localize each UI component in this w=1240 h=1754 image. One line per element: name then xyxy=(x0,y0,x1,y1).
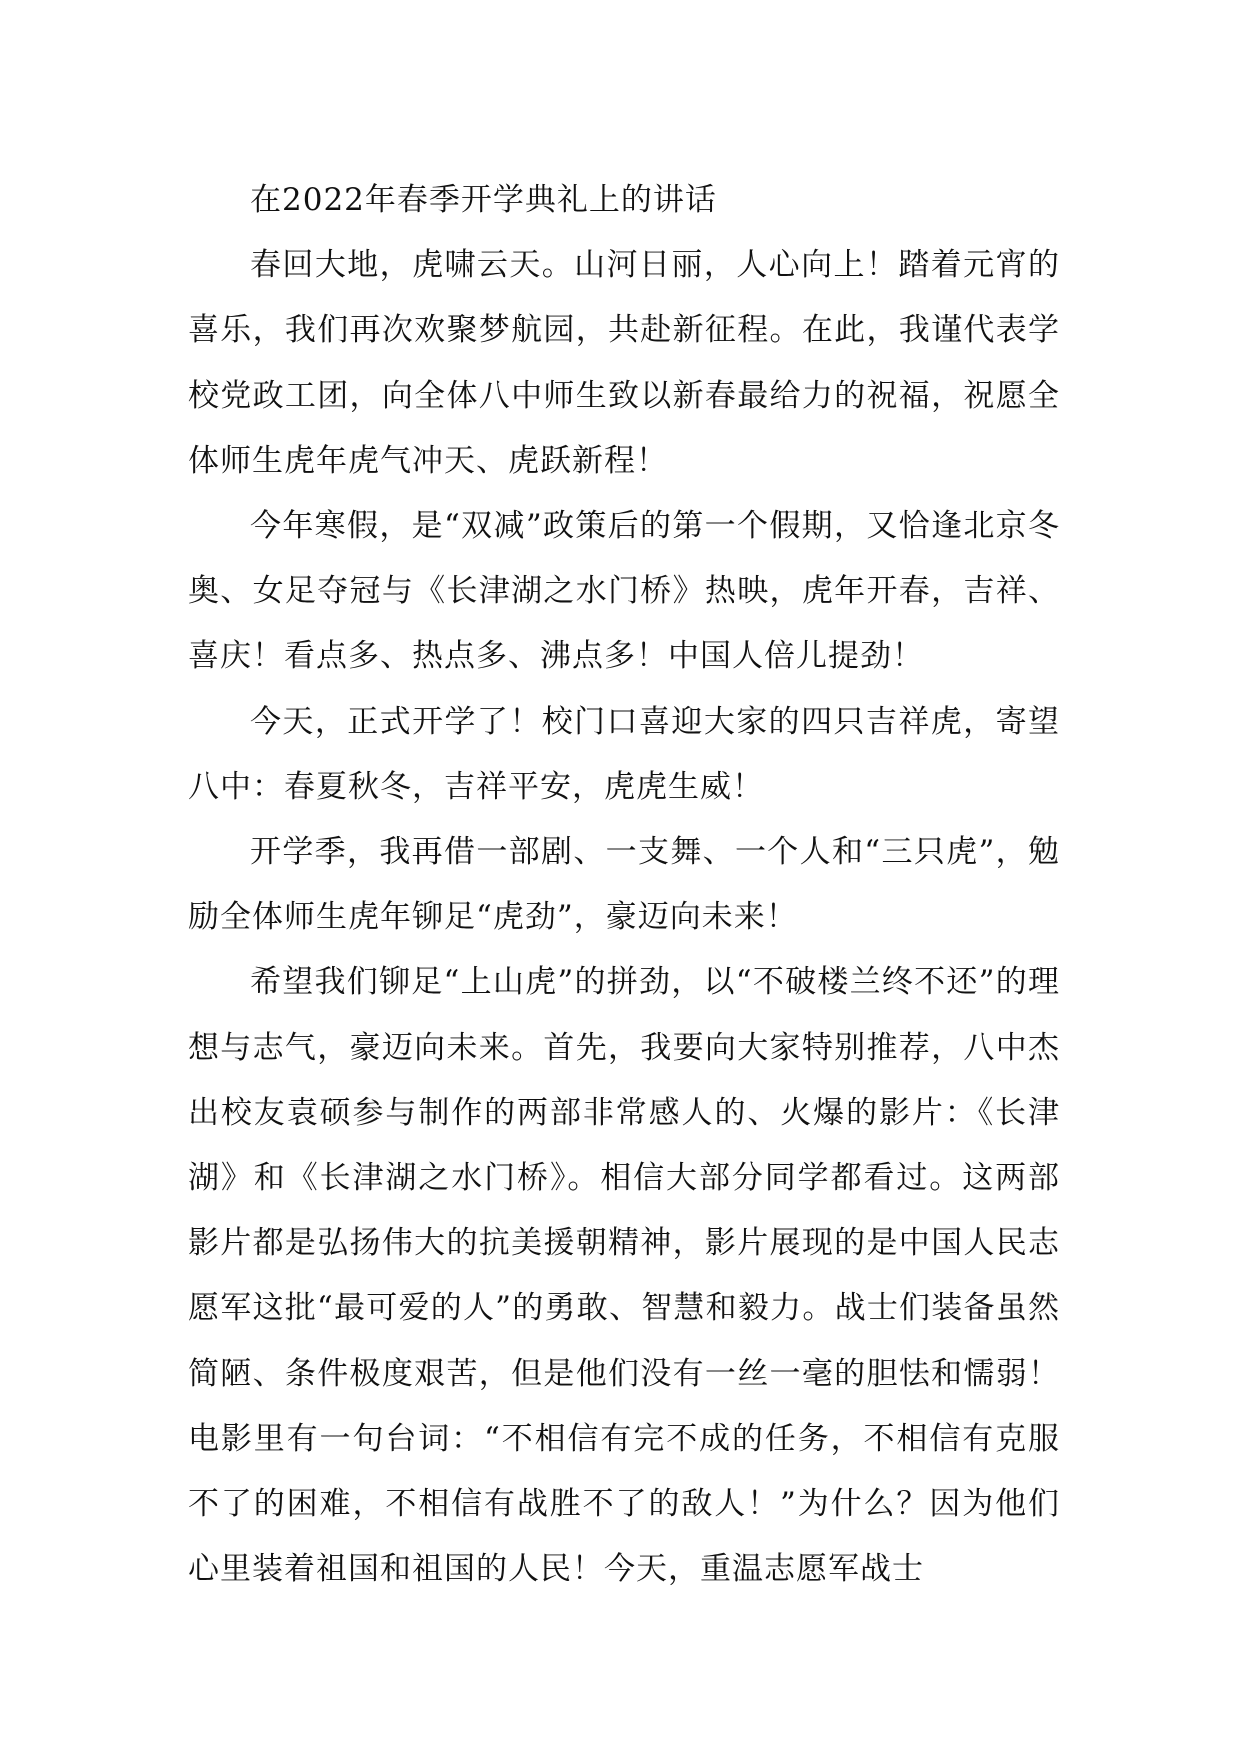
document-title: 在2022年春季开学典礼上的讲话 xyxy=(250,182,717,218)
paragraph: 春回大地，虎啸云天。山河日丽，人心向上！踏着元宵的喜乐，我们再次欢聚梦航园，共赴新征程。在此，我谨代表学校党政工团，向全体八中师生致以新春最给力的祝福，祝愿全体师生虎年虎气冲天、虎跃新程！ xyxy=(188,247,1060,479)
paragraph: 希望我们铆足“上山虎”的拼劲，以“不破楼兰终不还”的理想与志气，豪迈向未来。首先，我要向大家特别推荐，八中杰出校友袁硕参与制作的两部非常感人的、火爆的影片：《长津湖》和《长津湖之水门桥》。相信大部分同学都看过。这两部影片都是弘扬伟大的抗美援朝精神，影片展现的是中国人民志愿军这批“最可爱的人”的勇敢、智慧和毅力。战士们装备虽然简陋、条件极度艰苦，但是他们没有一丝一毫的胆怯和懦弱！电影里有一句台词：“不相信有完不成的任务，不相信有克服不了的困难，不相信有战胜不了的敌人！”为什么？因为他们心里装着祖国和祖国的人民！今天，重温志愿军战士 xyxy=(188,964,1060,1588)
paragraph: 开学季，我再借一部剧、一支舞、一个人和“三只虎”，勉励全体师生虎年铆足“虎劲”，豪迈向未来！ xyxy=(188,834,1060,936)
document-body xyxy=(188,168,1060,1602)
paragraph: 今年寒假，是“双减”政策后的第一个假期，又恰逢北京冬奥、女足夺冠与《长津湖之水门桥》热映，虎年开春，吉祥、喜庆！看点多、热点多、沸点多！中国人倍儿提劲！ xyxy=(188,508,1060,675)
paragraph: 今天，正式开学了！校门口喜迎大家的四只吉祥虎，寄望八中：春夏秋冬，吉祥平安，虎虎生威！ xyxy=(188,703,1060,805)
